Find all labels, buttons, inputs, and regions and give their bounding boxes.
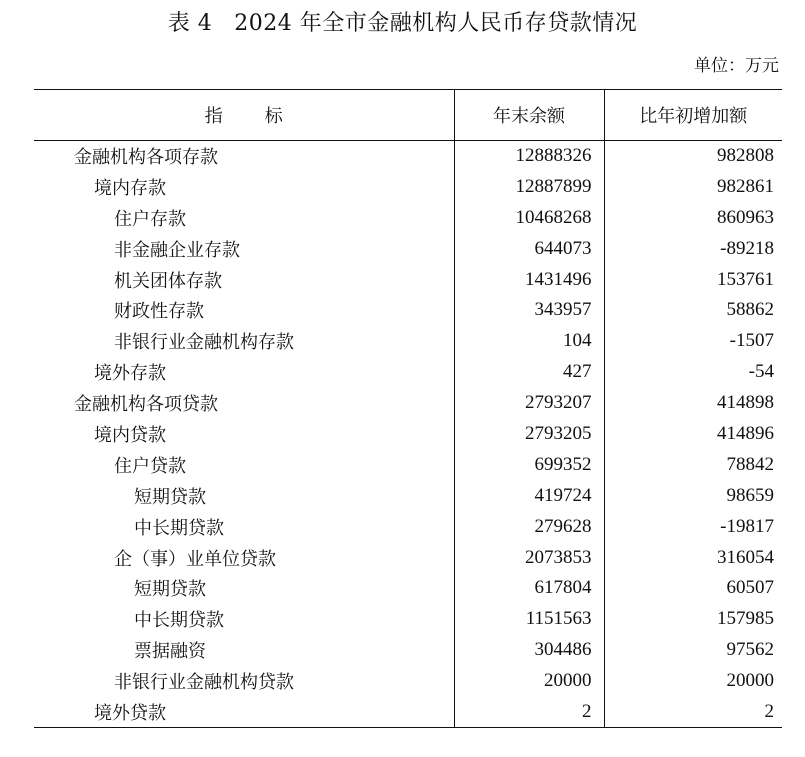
- row-indicator-label: 中长期贷款: [134, 517, 224, 539]
- table-body: [34, 141, 782, 728]
- row-indicator-label: 境内存款: [94, 177, 166, 199]
- row-year-end-balance: 419724: [454, 480, 604, 511]
- table-row: [34, 295, 782, 326]
- row-indicator-label: 票据融资: [134, 641, 206, 663]
- table-row: [34, 511, 782, 542]
- table-row: [34, 202, 782, 233]
- row-year-end-balance: 12887899: [454, 171, 604, 202]
- row-indicator-label: 短期贷款: [134, 486, 206, 508]
- table-row: [34, 449, 782, 480]
- table-row: [34, 357, 782, 388]
- row-increase: 98659: [604, 480, 782, 511]
- table-row: [34, 666, 782, 697]
- row-indicator-label: 非银行业金融机构贷款: [114, 672, 294, 694]
- row-year-end-balance: 2793207: [454, 388, 604, 419]
- row-increase: 20000: [604, 666, 782, 697]
- row-increase: 153761: [604, 264, 782, 295]
- row-year-end-balance: 1151563: [454, 604, 604, 635]
- row-indicator-label: 境外贷款: [34, 697, 454, 728]
- row-year-end-balance: 10468268: [454, 202, 604, 233]
- row-increase: -1507: [604, 326, 782, 357]
- header-indicator: [34, 90, 454, 141]
- table-row: [34, 171, 782, 202]
- row-increase: -54: [604, 357, 782, 388]
- row-increase: 316054: [604, 542, 782, 573]
- table-row: [34, 697, 782, 728]
- row-year-end-balance: 104: [454, 326, 604, 357]
- row-indicator-label: 住户存款: [114, 208, 186, 230]
- table-row: [34, 542, 782, 573]
- table-header: [34, 90, 782, 141]
- row-year-end-balance: 12888326: [454, 141, 604, 172]
- table-row: [34, 233, 782, 264]
- row-indicator-label: 境内贷款: [94, 424, 166, 446]
- table-row: [34, 480, 782, 511]
- unit-label: 单位：万元: [694, 56, 779, 76]
- row-increase: -19817: [604, 511, 782, 542]
- row-indicator-label: 财政性存款: [114, 301, 204, 323]
- row-indicator-label: 住户贷款: [114, 455, 186, 477]
- table-row: [34, 635, 782, 666]
- row-year-end-balance: 304486: [454, 635, 604, 666]
- row-year-end-balance: 2073853: [454, 542, 604, 573]
- row-year-end-balance: 2: [454, 697, 604, 728]
- row-indicator-label: 境外存款: [94, 363, 166, 385]
- row-indicator-label: 机关团体存款: [114, 270, 222, 292]
- row-indicator-label: 短期贷款: [134, 579, 206, 601]
- row-indicator-label: 非银行业金融机构存款: [114, 332, 294, 354]
- row-increase: 414896: [604, 419, 782, 450]
- row-indicator-label: 金融机构各项存款: [74, 147, 218, 169]
- row-year-end-balance: 644073: [454, 233, 604, 264]
- row-increase: 982861: [604, 171, 782, 202]
- row-year-end-balance: 1431496: [454, 264, 604, 295]
- table-number: 表 4: [167, 11, 213, 36]
- header-indicator-label: 指标: [204, 106, 325, 127]
- row-year-end-balance: 2793205: [454, 419, 604, 450]
- row-increase: 97562: [604, 635, 782, 666]
- table-title-text: 2024 年全市金融机构人民币存贷款情况: [234, 11, 638, 36]
- row-increase: 60507: [604, 573, 782, 604]
- header-year-end-balance: 年末余额: [454, 90, 604, 141]
- table-row: [34, 388, 782, 419]
- table-row: [34, 419, 782, 450]
- header-increase: 比年初增加额: [604, 90, 782, 141]
- row-year-end-balance: 343957: [454, 295, 604, 326]
- row-year-end-balance: 617804: [454, 573, 604, 604]
- row-indicator-label: 非金融企业存款: [114, 239, 240, 261]
- row-increase: 78842: [604, 449, 782, 480]
- row-year-end-balance: 427: [454, 357, 604, 388]
- table-row: [34, 264, 782, 295]
- row-increase: 58862: [604, 295, 782, 326]
- table-row: [34, 141, 782, 172]
- row-year-end-balance: 279628: [454, 511, 604, 542]
- row-indicator-label: 中长期贷款: [134, 610, 224, 632]
- row-increase: 860963: [604, 202, 782, 233]
- table-row: [34, 604, 782, 635]
- row-indicator-label: 企（事）业单位贷款: [114, 548, 276, 570]
- row-increase: 157985: [604, 604, 782, 635]
- row-increase: 982808: [604, 141, 782, 172]
- data-table-container: [34, 89, 782, 728]
- table-row: [34, 573, 782, 604]
- header-row: [34, 90, 782, 141]
- row-increase: 414898: [604, 388, 782, 419]
- row-year-end-balance: 699352: [454, 449, 604, 480]
- row-increase: -89218: [604, 233, 782, 264]
- table-title: [0, 8, 805, 40]
- row-increase: 2: [604, 697, 782, 728]
- deposit-loan-table: [34, 89, 782, 728]
- table-row: [34, 326, 782, 357]
- row-year-end-balance: 20000: [454, 666, 604, 697]
- row-indicator-label: 金融机构各项贷款: [74, 394, 218, 416]
